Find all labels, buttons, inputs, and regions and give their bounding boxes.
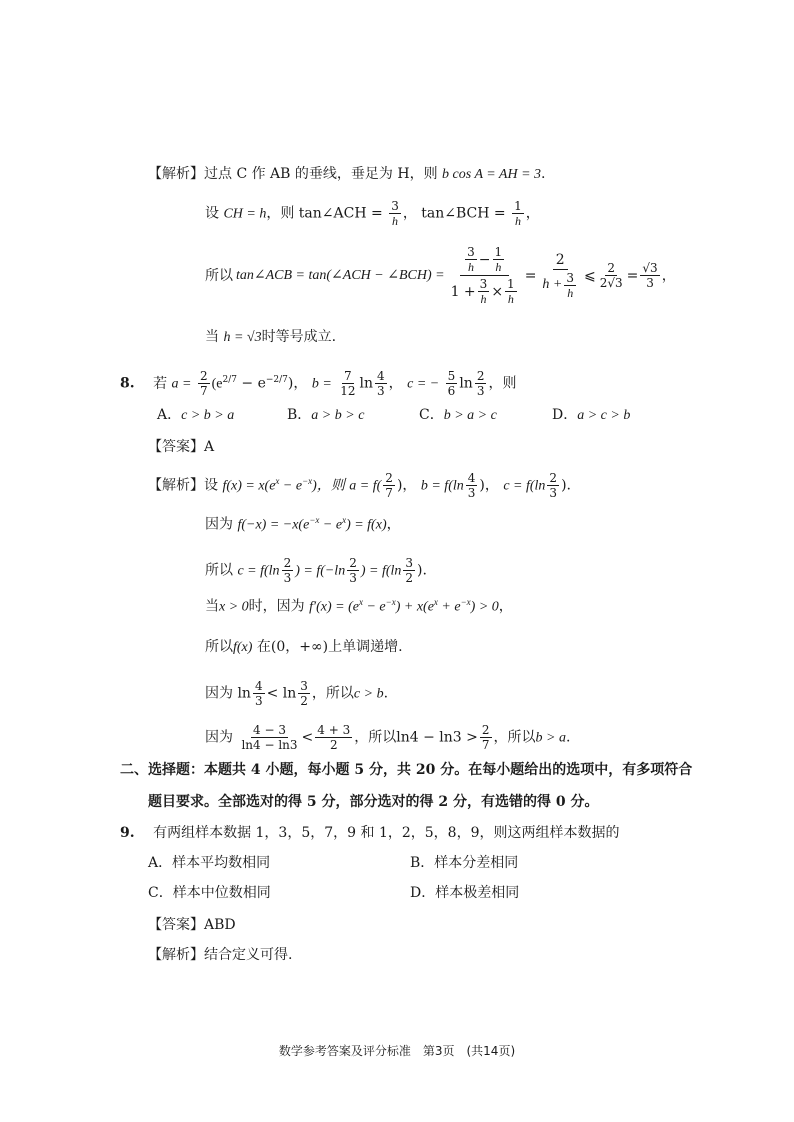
q9-analysis: 【解析】结合定义可得. (148, 947, 293, 963)
answer-tag: 【答案】 (148, 439, 204, 455)
fraction: $\frac{1}{h}$ (514, 199, 522, 228)
q8-answer: 【答案】A (148, 439, 215, 455)
fraction: $\frac{2}{2√3}$ (599, 261, 623, 290)
q8-option-b[interactable]: B．a > b > c (287, 407, 365, 423)
q7-analysis-line-4: 当 h = √3时等号成立. (205, 329, 337, 345)
analysis-tag: 【解析】 (148, 166, 204, 182)
analysis-tag: 【解析】 (148, 947, 204, 963)
q7-analysis-line-2: 设 CH = h，则 tan∠ACH = $\frac{3}{h}$ ， tan∠BCH = $\frac{1}{h}$ ， (205, 199, 540, 228)
q9-option-c[interactable]: C．样本中位数相同 (148, 885, 271, 901)
q8-analysis-line-7: 因为 $\frac{4 - 3}{\ln 4 - \ln 3}$ < $\frac{4 + 3}{2}$ ，所以ln4 − ln3 > $\frac{2}{7}$ ，所以b > a. (205, 723, 571, 752)
q8-option-c[interactable]: C．b > a > c (419, 407, 497, 423)
answer-tag: 【答案】 (148, 917, 204, 933)
q8-analysis-line-6: 因为 ln $\frac{4}{3}$ < ln $\frac{3}{2}$ ，所以c > b. (205, 679, 389, 708)
section-heading-cont: 题目要求。全部选对的得 5 分，部分选对的得 2 分，有选错的得 0 分。 (148, 794, 599, 810)
q8-analysis-line-2: 因为 $f(-x) = -x(e^{-x} - e^x) = f(x)$， (205, 515, 401, 533)
compound-fraction: 2 h + $\frac{3}{h}$ (542, 251, 575, 300)
q9-option-d[interactable]: D．样本极差相同 (410, 885, 520, 901)
q8-analysis-line-1: 【解析】设 $f(x) = x(e^x - e^{-x})$，则 a = f( $\frac{2}{7}$ )， b = f(ln $\frac{4}{3}$ )， c = f(ln $\frac{2}{3}$ ). (148, 471, 571, 500)
q8-stem: 8. 若 a = $\frac{2}{7}$ $(e^{2/7} - e^{-2/7})$， b = $\frac{7}{12}$ ln $\frac{4}{3}$ ， c = − $\frac{5}{6}$ ln $\frac{2}{3}$ ，则 (120, 369, 517, 398)
question-number: 9. (120, 825, 135, 841)
q8-option-d[interactable]: D．a > c > b (552, 407, 631, 423)
analysis-tag: 【解析】 (148, 477, 204, 494)
question-number: 8. (120, 375, 135, 392)
compound-fraction: 3 h − $\frac{1}{h}$ 1 + $\frac{3}{h}$ × $\frac{1}{h}$ (450, 245, 515, 306)
q9-stem: 9. 有两组样本数据 1，3，5，7，9 和 1，2，5，8，9，则这两组样本数据的 (120, 825, 620, 841)
q8-analysis-line-4: 当x > 0时，因为 $f'(x) = (e^x - e^{-x}) + x(e^x + e^{-x}) > 0$， (205, 597, 513, 615)
fraction: $\frac{3}{h}$ (391, 199, 399, 228)
page-footer: 数学参考答案及评分标准 第3页 (共14页) (278, 1044, 516, 1058)
q9-option-a[interactable]: A．样本平均数相同 (148, 855, 271, 871)
fraction: $\frac{√3}{3}$ (642, 261, 658, 290)
q7-analysis-line-1: 【解析】过点 C 作 AB 的垂线，垂足为 H，则 b cos A = AH = 3. (148, 166, 546, 182)
q8-analysis-line-5: 所以f(x) 在(0，+∞)上单调递增. (205, 639, 403, 655)
q9-option-b[interactable]: B．样本分差相同 (410, 855, 519, 871)
q9-answer: 【答案】ABD (148, 917, 236, 933)
q7-analysis-line-3: 所以 tan∠ACB = tan(∠ACH − ∠BCH) = 3 h − $\frac{1}{h}$ 1 + $\frac{3}{h}$ × $\frac{1}{h}$ = 2 h + $\frac{3}{h}$ ⩽ $\frac{2}{2√3}$ = $\frac{√3}{3}$ ， (205, 245, 676, 306)
q8-analysis-line-3: 所以 c = f(ln $\frac{2}{3}$ ) = f(−ln $\frac{2}{3}$ ) = f(ln $\frac{3}{2}$ ). (205, 556, 427, 585)
section-heading: 二、选择题：本题共 4 小题，每小题 5 分，共 20 分。在每小题给出的选项中，有多项符合 (120, 762, 693, 778)
q8-option-a[interactable]: A．c > b > a (157, 407, 235, 423)
